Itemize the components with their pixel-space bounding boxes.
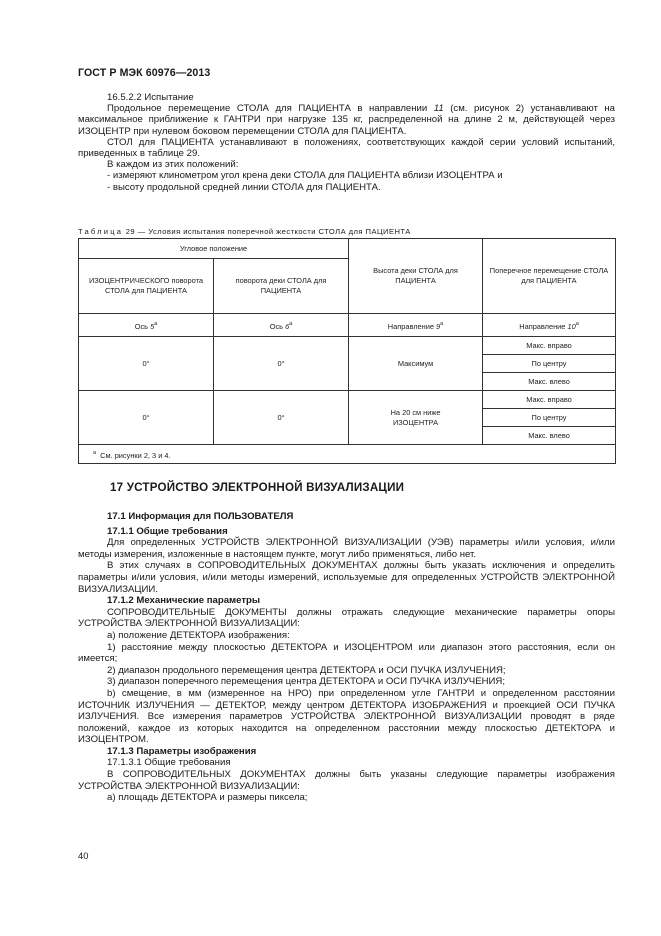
- header-isocentric-rotation: ИЗОЦЕНТРИЧЕСКОГО поворота СТОЛА для ПАЦИЕНТА: [79, 259, 214, 314]
- table-row: [79, 314, 616, 337]
- table-caption: [78, 227, 411, 236]
- header-deck-height: Высота деки СТОЛА для ПАЦИЕНТА: [349, 239, 483, 314]
- lateral-move-cell: Макс. влево: [483, 427, 616, 445]
- clause-heading: 17.1.1 Общие требования: [107, 525, 228, 537]
- list-item: - высоту продольной средней линии СТОЛА для ПАЦИЕНТА.: [107, 181, 381, 193]
- paragraph-1: [78, 103, 615, 137]
- table-row: [79, 337, 616, 355]
- table-row: [79, 239, 616, 259]
- p1-text-a: Продольное перемещение СТОЛА для ПАЦИЕНТА в направлении: [107, 103, 434, 115]
- standard-header: ГОСТ Р МЭК 60976—2013: [78, 67, 211, 79]
- test-description: [78, 92, 615, 193]
- axis-cell: [483, 314, 616, 337]
- header-deck-rotation: поворота деки СТОЛА для ПАЦИЕНТА: [214, 259, 349, 314]
- axis-label: Ось: [134, 321, 151, 331]
- caption-text: 29 — Условия испытания поперечной жесткости СТОЛА для ПАЦИЕНТА: [123, 227, 411, 236]
- axis-number: 10: [567, 321, 576, 331]
- footnote-ref: a: [289, 320, 293, 327]
- axis-cell: [79, 314, 214, 337]
- header-lateral-movement: Поперечное перемещение СТОЛА для ПАЦИЕНТА: [483, 239, 616, 314]
- clause-heading: 17.1 Информация для ПОЛЬЗОВАТЕЛЯ: [107, 511, 294, 522]
- clause-heading: 17.1.3 Параметры изображения: [107, 745, 257, 757]
- section-body: [78, 511, 615, 804]
- list-item: b) смещение, в мм (измеренное на НРО) при определенном угле ГАНТРИ и определенном расстоянии ИСТОЧНИК ИЗЛУЧЕНИЯ — ДЕТЕКТОР, между центром ДЕТЕКТОРА ИЗОБРАЖЕНИЯ и проекцией ОСИ ПУЧКА ИЗЛУЧЕНИЯ. Все измерения параметров УСТРОЙСТВА ЭЛЕКТРОННОЙ ВИЗУАЛИЗАЦИИ проводят в ряде положений, каждое из которых находится на определенном расстоянии между плоскостью ДЕТЕКТОРА и ИЗОЦЕНТРОМ.: [78, 687, 615, 746]
- list-item: - измеряют клинометром угол крена деки СТОЛА для ПАЦИЕНТА вблизи ИЗОЦЕНТРА и: [107, 170, 503, 182]
- test-conditions-table: [78, 238, 616, 464]
- footnote-text: См. рисунки 2, 3 и 4.: [100, 450, 171, 460]
- paragraph: СОПРОВОДИТЕЛЬНЫЕ ДОКУМЕНТЫ должны отражать следующие механические параметры опоры УСТРОЙСТВА ЭЛЕКТРОННОЙ ВИЗУАЛИЗАЦИИ:: [78, 606, 615, 630]
- lateral-move-cell: По центру: [483, 355, 616, 373]
- deck-height-cell: На 20 см ниже ИЗОЦЕНТРА: [349, 391, 483, 445]
- axis-number: 5: [150, 321, 155, 331]
- paragraph-3: В каждом из этих положений:: [107, 159, 239, 171]
- paragraph: Для определенных УСТРОЙСТВ ЭЛЕКТРОННОЙ ВИЗУАЛИЗАЦИИ (УЭВ) параметры и/или условия, и/или методы измерения, изложенные в настоящем пункте, могут либо применяться, либо нет.: [78, 537, 615, 560]
- lateral-move-cell: Макс. вправо: [483, 337, 616, 355]
- lateral-move-cell: Макс. влево: [483, 373, 616, 391]
- page-number: 40: [78, 850, 89, 861]
- deck-rotation-cell: 0°: [214, 391, 349, 445]
- table-row: [79, 391, 616, 409]
- caption-prefix: Таблица: [78, 227, 124, 236]
- axis-label: Ось: [269, 321, 286, 331]
- subclause-heading: 16.5.2.2 Испытание: [107, 92, 194, 103]
- lateral-move-cell: По центру: [483, 409, 616, 427]
- paragraph-2: СТОЛ для ПАЦИЕНТА устанавливают в положениях, соответствующих каждой серии условий испытаний, приведенных в таблице 29.: [78, 136, 615, 160]
- measurement-list: [78, 170, 615, 192]
- list-item: 3) диапазон поперечного перемещения центра ДЕТЕКТОРА и ОСИ ПУЧКА ИЗЛУЧЕНИЯ;: [107, 676, 506, 688]
- axis-number: 6: [285, 321, 290, 331]
- deck-height-cell: Максимум: [349, 337, 483, 391]
- paragraph: В СОПРОВОДИТЕЛЬНЫХ ДОКУМЕНТАХ должны быть указаны следующие параметры изображения УСТРОЙСТВА ЭЛЕКТРОННОЙ ВИЗУАЛИЗАЦИИ:: [78, 769, 615, 792]
- axis-cell: [349, 314, 483, 337]
- list-item: a) площадь ДЕТЕКТОРА и размеры пиксела;: [107, 792, 308, 804]
- table-footnote: [79, 445, 616, 464]
- direction-number: 11: [433, 103, 444, 115]
- list-item: a) положение ДЕТЕКТОРА изображения:: [107, 629, 290, 641]
- axis-number: 9: [436, 321, 441, 331]
- footnote-mark: a: [93, 449, 97, 456]
- axis-cell: [214, 314, 349, 337]
- lateral-move-cell: Макс. вправо: [483, 391, 616, 409]
- axis-label: Направление: [519, 321, 568, 331]
- footnote-ref: a: [154, 320, 158, 327]
- table-row: [79, 445, 616, 464]
- iso-rotation-cell: 0°: [79, 337, 214, 391]
- p1-text-b: (см. рисунок 2) устанавливают на максимальное приближение к ГАНТРИ при нагрузке 135 кг, распределенной на длине 2 м, действующей через ИЗОЦЕНТР при нулевом боковом перемещении СТОЛА для ПАЦИЕНТА.: [78, 103, 615, 137]
- footnote-ref: a: [440, 320, 444, 327]
- header-angular-position: Угловое положение: [79, 239, 349, 259]
- axis-label: Направление: [387, 321, 437, 331]
- subclause-heading: 17.1.3.1 Общие требования: [107, 757, 231, 769]
- iso-rotation-cell: 0°: [79, 391, 214, 445]
- list-item: 1) расстояние между плоскостью ДЕТЕКТОРА и ИЗОЦЕНТРОМ или диапазон этого расстояния, если он имеется;: [78, 641, 615, 665]
- clause-heading: 17.1.2 Механические параметры: [107, 595, 261, 607]
- list-item: 2) диапазон продольного перемещения центра ДЕТЕКТОРА и ОСИ ПУЧКА ИЗЛУЧЕНИЯ;: [107, 664, 506, 676]
- paragraph: В этих случаях в СОПРОВОДИТЕЛЬНЫХ ДОКУМЕНТАХ должны быть указать исключения и определить параметры и/или условия, и/или методы измерений, используемые для определенных УСТРОЙСТВ ЭЛЕКТРОННОЙ ВИЗУАЛИЗАЦИИ.: [78, 560, 615, 595]
- footnote-ref: a: [575, 320, 579, 327]
- section-title: 17 УСТРОЙСТВО ЭЛЕКТРОННОЙ ВИЗУАЛИЗАЦИИ: [110, 481, 405, 494]
- deck-rotation-cell: 0°: [214, 337, 349, 391]
